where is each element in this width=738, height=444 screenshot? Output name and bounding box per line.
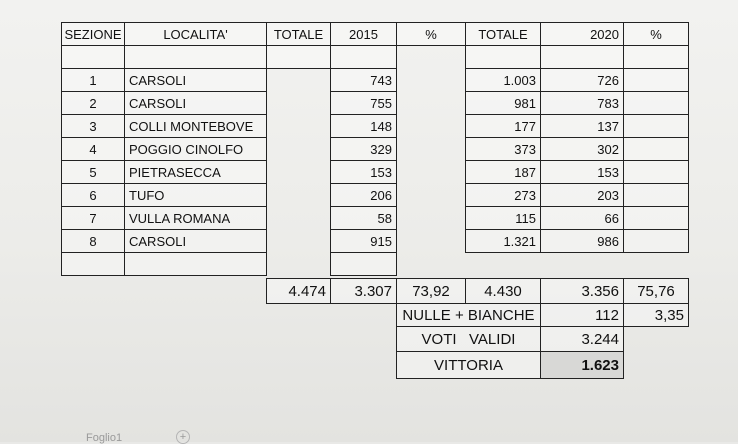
row-sezione[interactable]: 3 [61,114,125,138]
vittoria-value[interactable]: 1.623 [540,351,624,379]
blank-cell[interactable] [124,45,267,69]
row-localita[interactable]: CARSOLI [124,91,267,115]
row-pct-2020[interactable] [623,68,689,92]
header-totale-2015[interactable]: TOTALE [266,22,331,46]
row-localita[interactable]: CARSOLI [124,68,267,92]
row-votes-2020[interactable]: 66 [540,206,624,230]
vittoria-label[interactable]: VITTORIA [396,351,541,379]
row-votes-2015[interactable]: 329 [330,137,397,161]
total-2020-votes[interactable]: 3.356 [540,278,624,304]
row-sezione[interactable]: 7 [61,206,125,230]
header-pct-2015[interactable]: % [396,22,466,46]
row-localita[interactable]: COLLI MONTEBOVE [124,114,267,138]
row-votes-2015[interactable]: 743 [330,68,397,92]
row-votes-2015[interactable]: 148 [330,114,397,138]
row-votes-2015[interactable]: 206 [330,183,397,207]
nulle-bianche-pct[interactable]: 3,35 [623,303,689,327]
row-pct-2020[interactable] [623,229,689,253]
nulle-bianche-value[interactable]: 112 [540,303,624,327]
add-sheet-icon[interactable]: + [176,430,190,444]
blank-cell[interactable] [465,45,541,69]
blank-cell[interactable] [330,45,397,69]
blank-cell[interactable] [623,45,689,69]
row-votes-2020[interactable]: 153 [540,160,624,184]
row-votes-2015[interactable]: 58 [330,206,397,230]
sheet-tab-foglio1[interactable]: Foglio1 [86,432,123,444]
row-pct-2020[interactable] [623,183,689,207]
row-pct-2020[interactable] [623,114,689,138]
header-localita[interactable]: LOCALITA' [124,22,267,46]
row-votes-2020[interactable]: 302 [540,137,624,161]
header-sezione[interactable]: SEZIONE [61,22,125,46]
row-localita[interactable]: PIETRASECCA [124,160,267,184]
row-totale-2020[interactable]: 273 [465,183,541,207]
total-2015-votes[interactable]: 3.307 [330,278,397,304]
row-totale-2020[interactable]: 981 [465,91,541,115]
blank-cell[interactable] [61,252,125,276]
row-localita[interactable]: POGGIO CINOLFO [124,137,267,161]
row-totale-2020[interactable]: 1.003 [465,68,541,92]
row-totale-2020[interactable]: 373 [465,137,541,161]
row-pct-2020[interactable] [623,206,689,230]
row-sezione[interactable]: 1 [61,68,125,92]
blank-cell[interactable] [61,45,125,69]
row-pct-2020[interactable] [623,137,689,161]
row-totale-2020[interactable]: 187 [465,160,541,184]
row-totale-2020[interactable]: 115 [465,206,541,230]
blank-cell[interactable] [124,252,267,276]
row-votes-2015[interactable]: 915 [330,229,397,253]
row-pct-2020[interactable] [623,91,689,115]
row-localita[interactable]: CARSOLI [124,229,267,253]
blank-cell[interactable] [540,45,624,69]
row-votes-2015[interactable]: 755 [330,91,397,115]
row-totale-2020[interactable]: 1.321 [465,229,541,253]
row-votes-2020[interactable]: 986 [540,229,624,253]
row-votes-2020[interactable]: 203 [540,183,624,207]
row-sezione[interactable]: 2 [61,91,125,115]
row-sezione[interactable]: 6 [61,183,125,207]
total-2015-pct[interactable]: 73,92 [396,278,466,304]
header-pct-2020[interactable]: % [623,22,689,46]
row-votes-2020[interactable]: 137 [540,114,624,138]
nulle-bianche-label[interactable]: NULLE + BIANCHE [396,303,541,327]
row-sezione[interactable]: 8 [61,229,125,253]
row-sezione[interactable]: 4 [61,137,125,161]
header-year-2015[interactable]: 2015 [330,22,397,46]
row-votes-2020[interactable]: 726 [540,68,624,92]
header-year-2020[interactable]: 2020 [540,22,624,46]
voti-validi-value[interactable]: 3.244 [540,326,624,352]
row-localita[interactable]: VULLA ROMANA [124,206,267,230]
row-sezione[interactable]: 5 [61,160,125,184]
row-pct-2020[interactable] [623,160,689,184]
blank-cell[interactable] [266,45,331,69]
voti-validi-label[interactable]: VOTI VALIDI [396,326,541,352]
blank-cell[interactable] [330,252,397,276]
row-votes-2015[interactable]: 153 [330,160,397,184]
total-2020-registered[interactable]: 4.430 [465,278,541,304]
row-totale-2020[interactable]: 177 [465,114,541,138]
header-totale-2020[interactable]: TOTALE [465,22,541,46]
row-votes-2020[interactable]: 783 [540,91,624,115]
total-2020-pct[interactable]: 75,76 [623,278,689,304]
row-localita[interactable]: TUFO [124,183,267,207]
total-2015-registered[interactable]: 4.474 [266,278,331,304]
